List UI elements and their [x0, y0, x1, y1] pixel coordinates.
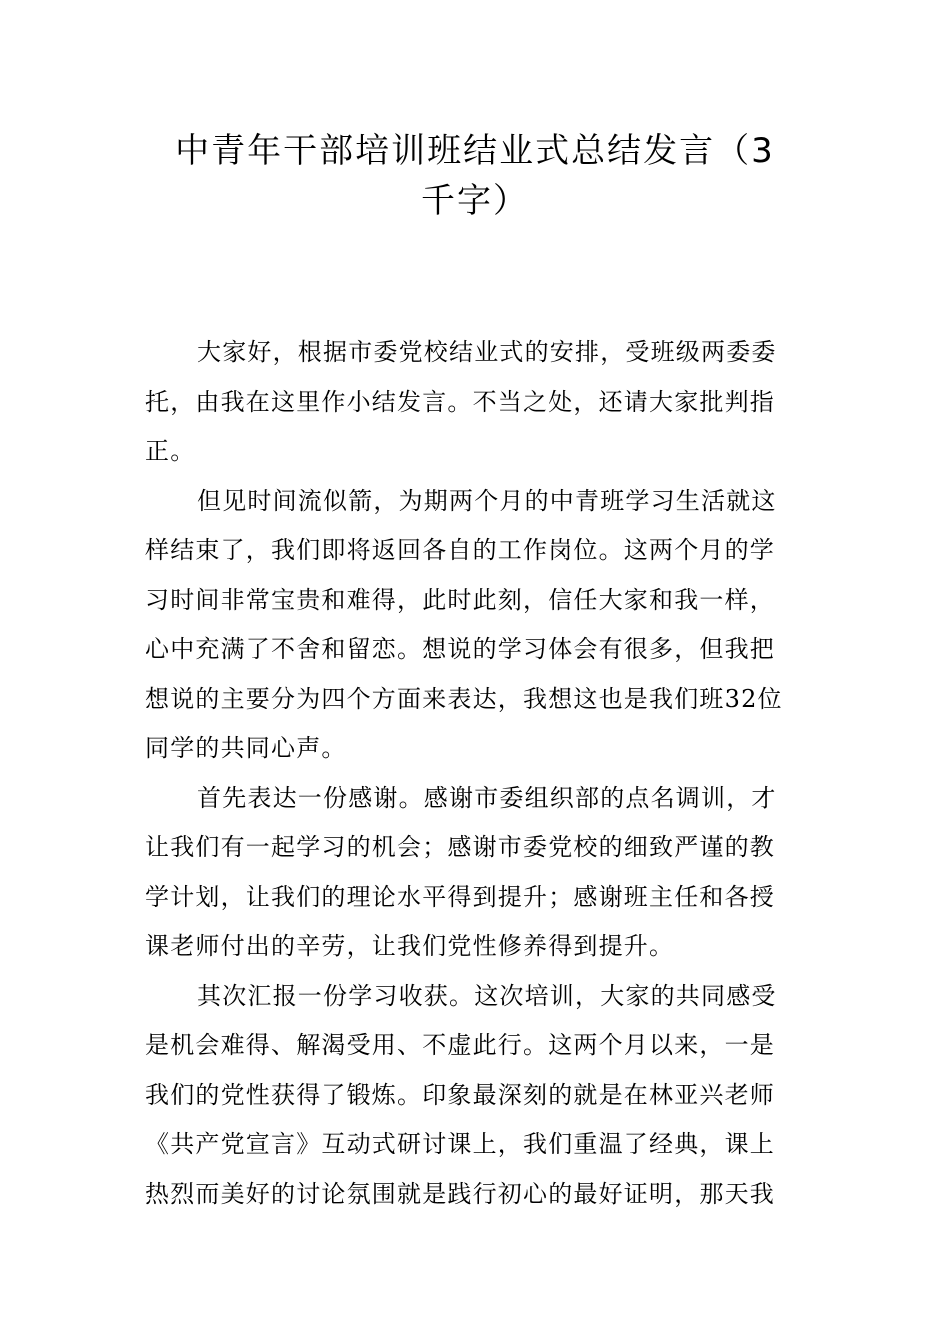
paragraph-line: 心中充满了不舍和留恋。想说的学习体会有很多，但我把 [145, 635, 775, 663]
paragraph-line: 样结束了，我们即将返回各自的工作岗位。这两个月的学 [145, 536, 775, 564]
paragraph-line: 是机会难得、解渴受用、不虚此行。这两个月以来，一是 [145, 1031, 775, 1059]
paragraph-line: 想说的主要分为四个方面来表达，我想这也是我们班32位 [145, 684, 783, 713]
paragraph-line: 大家好，根据市委党校结业式的安排，受班级两委委 [197, 338, 777, 366]
paragraph-line: 让我们有一起学习的机会；感谢市委党校的细致严谨的教 [145, 833, 775, 861]
title-line-2: 千字） [421, 181, 529, 221]
paragraph-3 [145, 774, 807, 972]
paragraph-line: 同学的共同心声。 [145, 734, 347, 762]
paragraph-line: 热烈而美好的讨论氛围就是践行初心的最好证明，那天我 [145, 1179, 775, 1208]
paragraph-line: 习时间非常宝贵和难得，此时此刻，信任大家和我一样， [145, 585, 775, 614]
paragraph-line: 我们的党性获得了锻炼。印象最深刻的就是在林亚兴老师 [145, 1080, 775, 1109]
title-line-1: 中青年干部培训班结业式总结发言（3 [175, 131, 775, 171]
paragraph-line: 课老师付出的辛劳，让我们党性修养得到提升。 [145, 932, 675, 960]
paragraph-line: 首先表达一份感谢。感谢市委组织部的点名调训，才 [197, 783, 777, 812]
paragraph-line: 学计划，让我们的理论水平得到提升；感谢班主任和各授 [145, 882, 775, 911]
document-title [140, 126, 810, 226]
paragraph-line: 托，由我在这里作小结发言。不当之处，还请大家批判指 [145, 387, 775, 416]
paragraph-line: 但见时间流似箭，为期两个月的中青班学习生活就这 [197, 486, 777, 515]
paragraph-4 [145, 972, 807, 1220]
paragraph-1 [145, 328, 807, 477]
paragraph-line: 正。 [145, 437, 196, 465]
paragraph-2 [145, 477, 807, 774]
paragraph-line: 其次汇报一份学习收获。这次培训，大家的共同感受 [197, 981, 777, 1010]
document-body [145, 328, 807, 1219]
paragraph-line: 《共产党宣言》互动式研讨课上，我们重温了经典，课上 [145, 1130, 775, 1158]
